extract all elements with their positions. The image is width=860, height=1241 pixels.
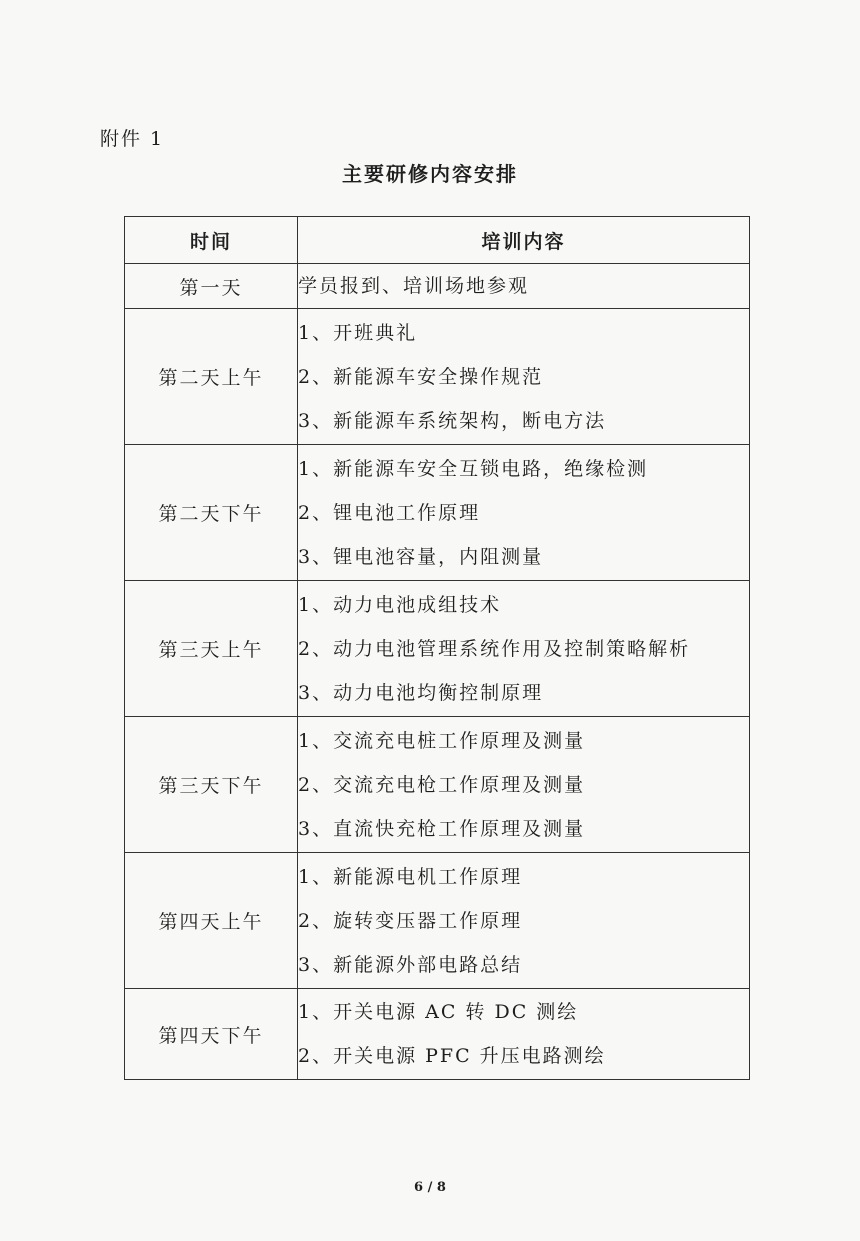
- row-time: 第二天上午: [125, 309, 298, 445]
- table-row: [125, 309, 750, 445]
- row-time: 第四天下午: [125, 989, 298, 1080]
- row-content: [298, 989, 750, 1080]
- table-row: [125, 989, 750, 1080]
- content-item: 1、新能源车安全互锁电路，绝缘检测: [298, 457, 649, 480]
- content-item: 1、开关电源 AC 转 DC 测绘: [298, 1001, 579, 1023]
- content-item: 1、新能源电机工作原理: [298, 865, 523, 888]
- content-item: 2、动力电池管理系统作用及控制策略解析: [298, 637, 691, 660]
- row-content: [298, 309, 750, 445]
- content-item: 1、动力电池成组技术: [298, 593, 502, 616]
- row-content: [298, 264, 750, 309]
- content-item: 2、新能源车安全操作规范: [298, 365, 544, 388]
- row-time: 第二天下午: [125, 445, 298, 581]
- row-time: 第一天: [125, 264, 298, 309]
- row-time: 第四天上午: [125, 853, 298, 989]
- content-item: 学员报到、培训场地参观: [298, 275, 530, 297]
- content-item: 3、新能源外部电路总结: [298, 953, 523, 976]
- table-row: [125, 264, 750, 309]
- row-time: 第三天上午: [125, 581, 298, 717]
- content-item: 3、动力电池均衡控制原理: [298, 681, 544, 704]
- content-item: 3、锂电池容量，内阻测量: [298, 545, 544, 568]
- table-row: [125, 853, 750, 989]
- schedule-table: [124, 216, 750, 1080]
- document-title: 主要研修内容安排: [342, 162, 518, 186]
- row-time: 第三天下午: [125, 717, 298, 853]
- content-item: 1、交流充电桩工作原理及测量: [298, 729, 586, 752]
- row-content: [298, 445, 750, 581]
- content-item: 1、开班典礼: [298, 321, 418, 344]
- table-row: [125, 717, 750, 853]
- content-item: 2、开关电源 PFC 升压电路测绘: [298, 1045, 606, 1067]
- attachment-label: 附件 1: [100, 128, 165, 150]
- content-item: 3、直流快充枪工作原理及测量: [298, 817, 586, 840]
- page-number: 6 / 8: [414, 1180, 446, 1195]
- row-content: [298, 853, 750, 989]
- content-item: 3、新能源车系统架构，断电方法: [298, 409, 607, 432]
- table-row: [125, 581, 750, 717]
- row-content: [298, 581, 750, 717]
- table-row: [125, 445, 750, 581]
- header-time: 时间: [125, 217, 298, 264]
- content-item: 2、旋转变压器工作原理: [298, 909, 523, 932]
- content-item: 2、锂电池工作原理: [298, 501, 481, 524]
- content-item: 2、交流充电枪工作原理及测量: [298, 773, 586, 796]
- header-content: 培训内容: [298, 217, 750, 264]
- table-header-row: [125, 217, 750, 264]
- row-content: [298, 717, 750, 853]
